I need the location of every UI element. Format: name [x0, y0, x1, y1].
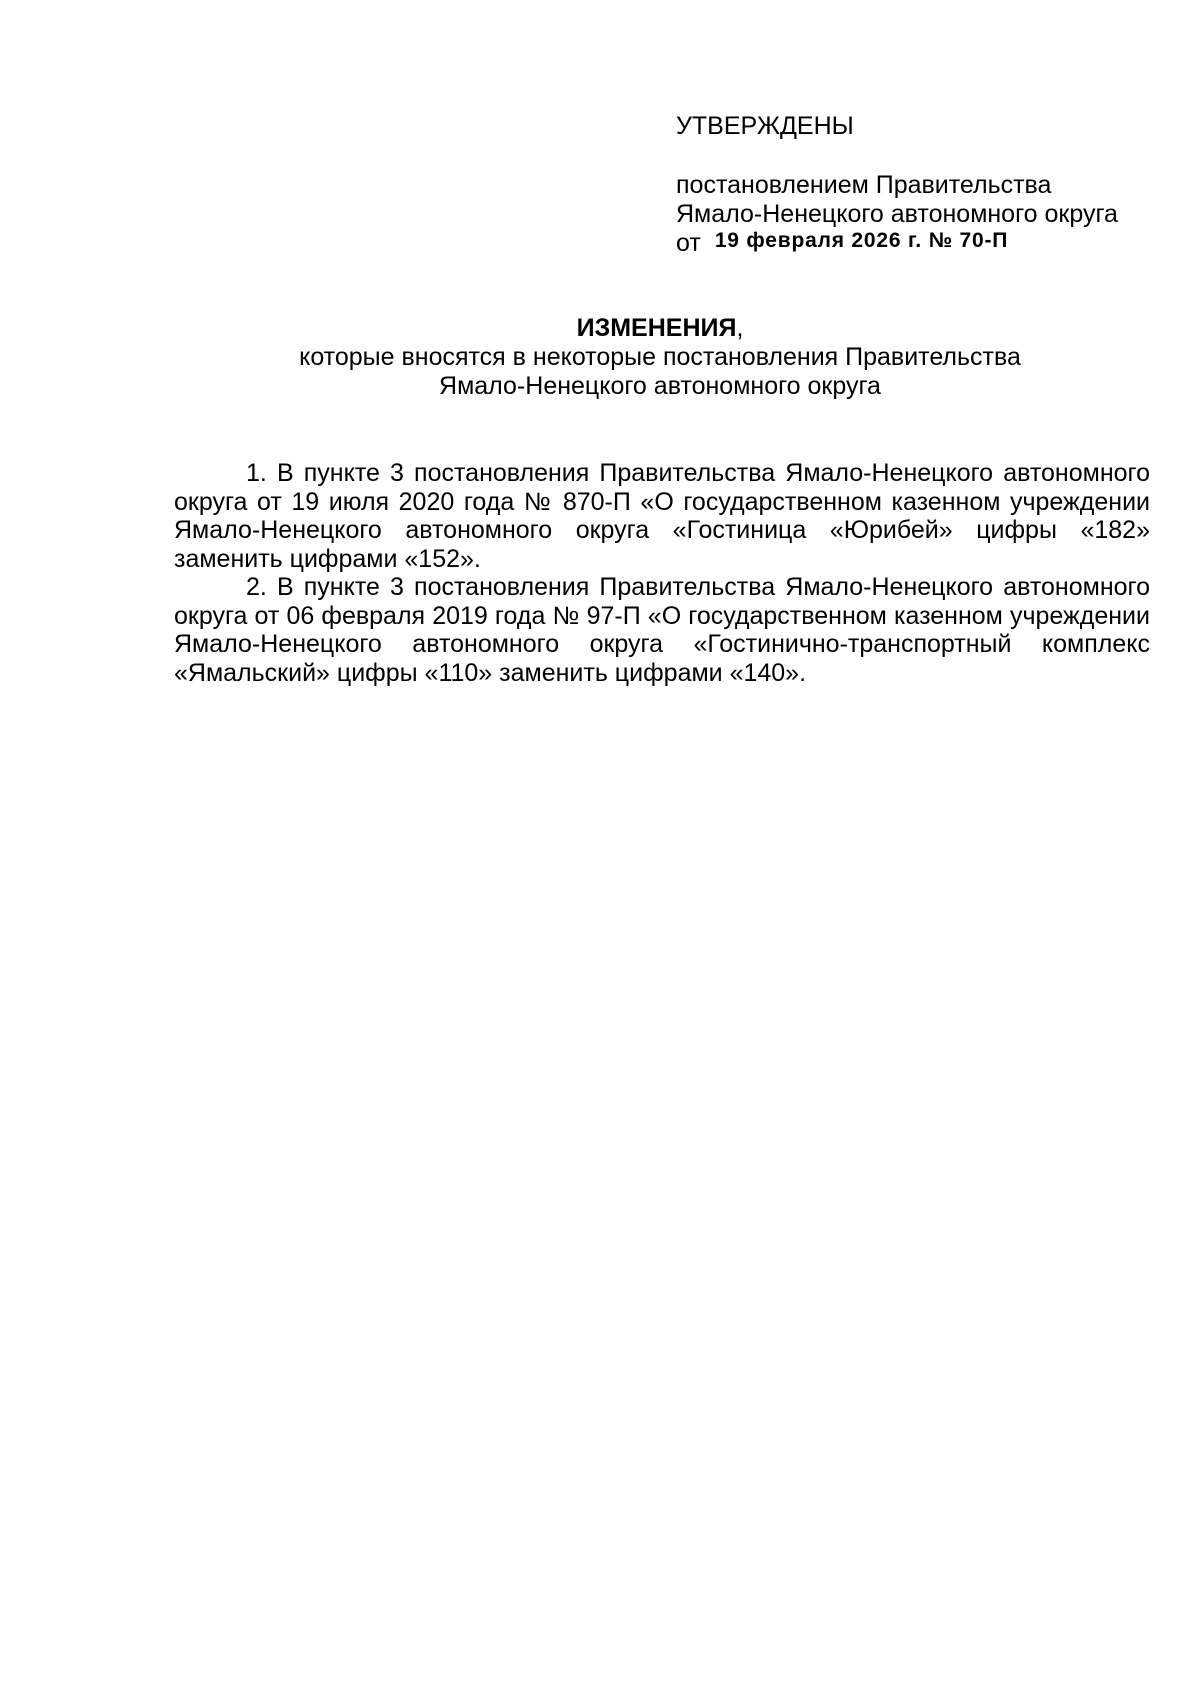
title-main: ИЗМЕНЕНИЯ	[576, 314, 737, 342]
approval-block	[676, 112, 1156, 259]
approval-date-line	[676, 229, 1156, 259]
document-body	[174, 459, 1150, 687]
title-block	[170, 314, 1150, 401]
approval-line-region: Ямало-Ненецкого автономного округа	[676, 200, 1118, 228]
title-subtitle-region: Ямало-Ненецкого автономного округа	[439, 372, 881, 400]
approval-date-stamp: 19 февраля 2026 г. № 70-П	[714, 229, 1009, 252]
title-heading	[170, 314, 1150, 343]
approval-line-resolution: постановлением Правительства	[676, 171, 1052, 199]
date-prefix: от	[676, 229, 701, 257]
paragraph-item-1: 1. В пункте 3 постановления Правительства Ямало-Ненецкого автономного округа от 19 июля 2020 года № 870-П «О государственном казенном учреждении Ямало-Ненецкого автономного округа «Гостиница «Юрибей» цифры «182» заменить цифрами «152».	[174, 459, 1150, 573]
approved-heading: УТВЕРЖДЕНЫ	[676, 112, 854, 140]
paragraph-item-2: 2. В пункте 3 постановления Правительства Ямало-Ненецкого автономного округа от 06 февраля 2019 года № 97-П «О государственном казенном учреждении Ямало-Ненецкого автономного округа «Гостинично-транспортный комплекс «Ямальский» цифры «110» заменить цифрами «140».	[174, 573, 1150, 687]
title-comma: ,	[736, 314, 744, 342]
title-subtitle-line: которые вносятся в некоторые постановления Правительства	[299, 343, 1021, 371]
